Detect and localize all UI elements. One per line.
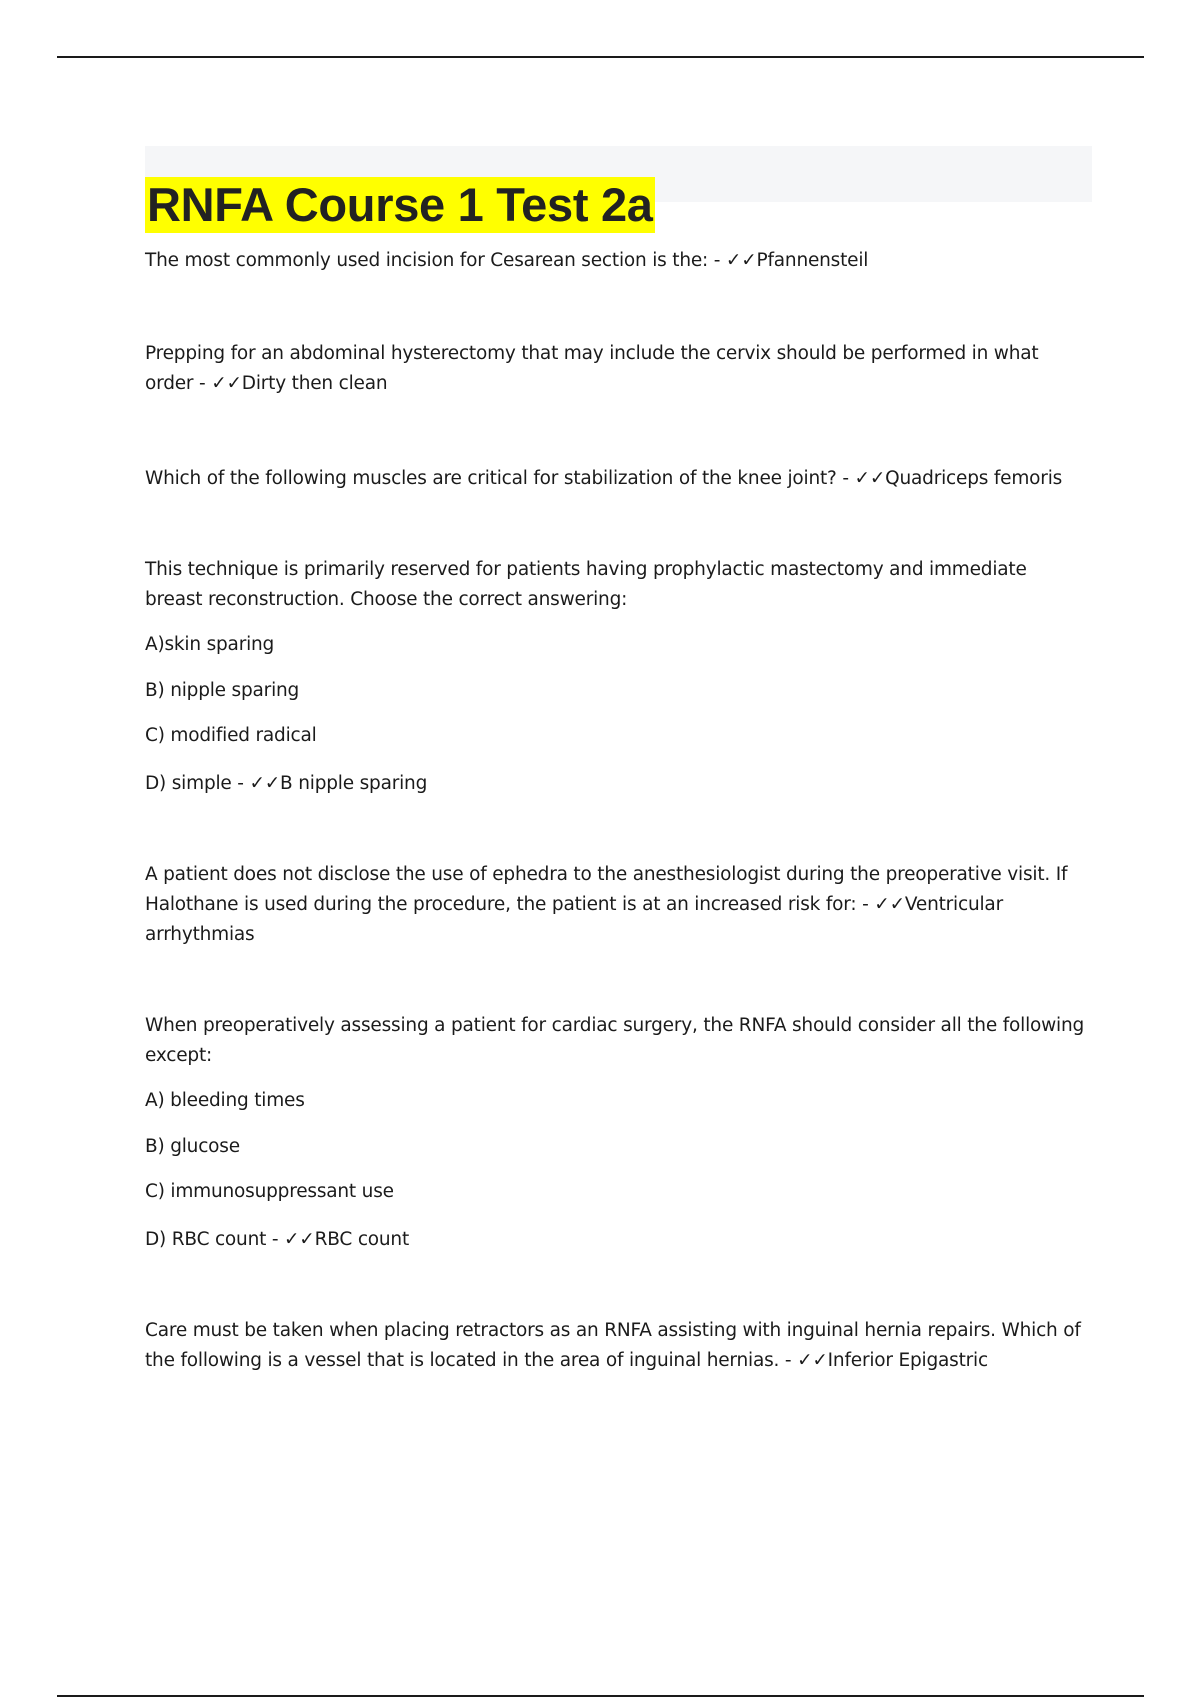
question-4-option-b: B) nipple sparing [145, 680, 300, 701]
question-4-answer: ✓✓B nipple sparing [249, 773, 428, 794]
question-6-option-d [145, 1225, 1085, 1255]
question-4-option-d-text: D) simple - [145, 773, 244, 794]
question-4 [145, 555, 1085, 615]
header-rule [57, 56, 1144, 58]
footer-rule [57, 1695, 1144, 1697]
question-1 [145, 246, 1085, 276]
question-6-text: When preoperatively assessing a patient for cardiac surgery, the RNFA should consider all the following except: [145, 1015, 1085, 1066]
question-4-option-d [145, 769, 1085, 799]
question-6-option-c: C) immunosuppressant use [145, 1181, 394, 1202]
page-title: RNFA Course 1 Test 2a [147, 178, 653, 232]
question-5 [145, 860, 1085, 950]
question-4-option-a: A)skin sparing [145, 634, 275, 655]
question-6-option-a: A) bleeding times [145, 1090, 305, 1111]
question-2 [145, 339, 1085, 399]
question-6-option-d-text: D) RBC count - [145, 1229, 279, 1250]
question-7-answer: ✓✓Inferior Epigastric [797, 1350, 988, 1371]
question-4-text: This technique is primarily reserved for patients having prophylactic mastectomy and immediate breast reconstruction. Choose the correct answering: [145, 559, 1027, 610]
question-2-text: Prepping for an abdominal hysterectomy that may include the cervix should be performed in what order - [145, 343, 1039, 394]
question-4-option-c: C) modified radical [145, 725, 317, 746]
question-7-text: Care must be taken when placing retractors as an RNFA assisting with inguinal hernia repairs. Which of the following is a vessel that is located in the area of inguinal hernias. - [145, 1320, 1081, 1371]
question-3-answer: ✓✓Quadriceps femoris [854, 468, 1063, 489]
question-3-text: Which of the following muscles are critical for stabilization of the knee joint? - [145, 468, 849, 489]
question-7 [145, 1316, 1085, 1376]
question-6-option-b: B) glucose [145, 1136, 240, 1157]
question-3 [145, 464, 1085, 494]
question-6-answer: ✓✓RBC count [284, 1229, 410, 1250]
question-1-text: The most commonly used incision for Cesarean section is the: - [145, 250, 721, 271]
question-1-answer: ✓✓Pfannensteil [725, 250, 869, 271]
question-6 [145, 1011, 1085, 1071]
question-5-answer: ✓✓Ventricular arrhythmias [145, 894, 1003, 945]
question-5-text: A patient does not disclose the use of ephedra to the anesthesiologist during the preoperative visit. If Halothane is used during the procedure, the patient is at an increased risk for: - [145, 864, 1068, 915]
question-2-answer: ✓✓Dirty then clean [211, 373, 388, 394]
